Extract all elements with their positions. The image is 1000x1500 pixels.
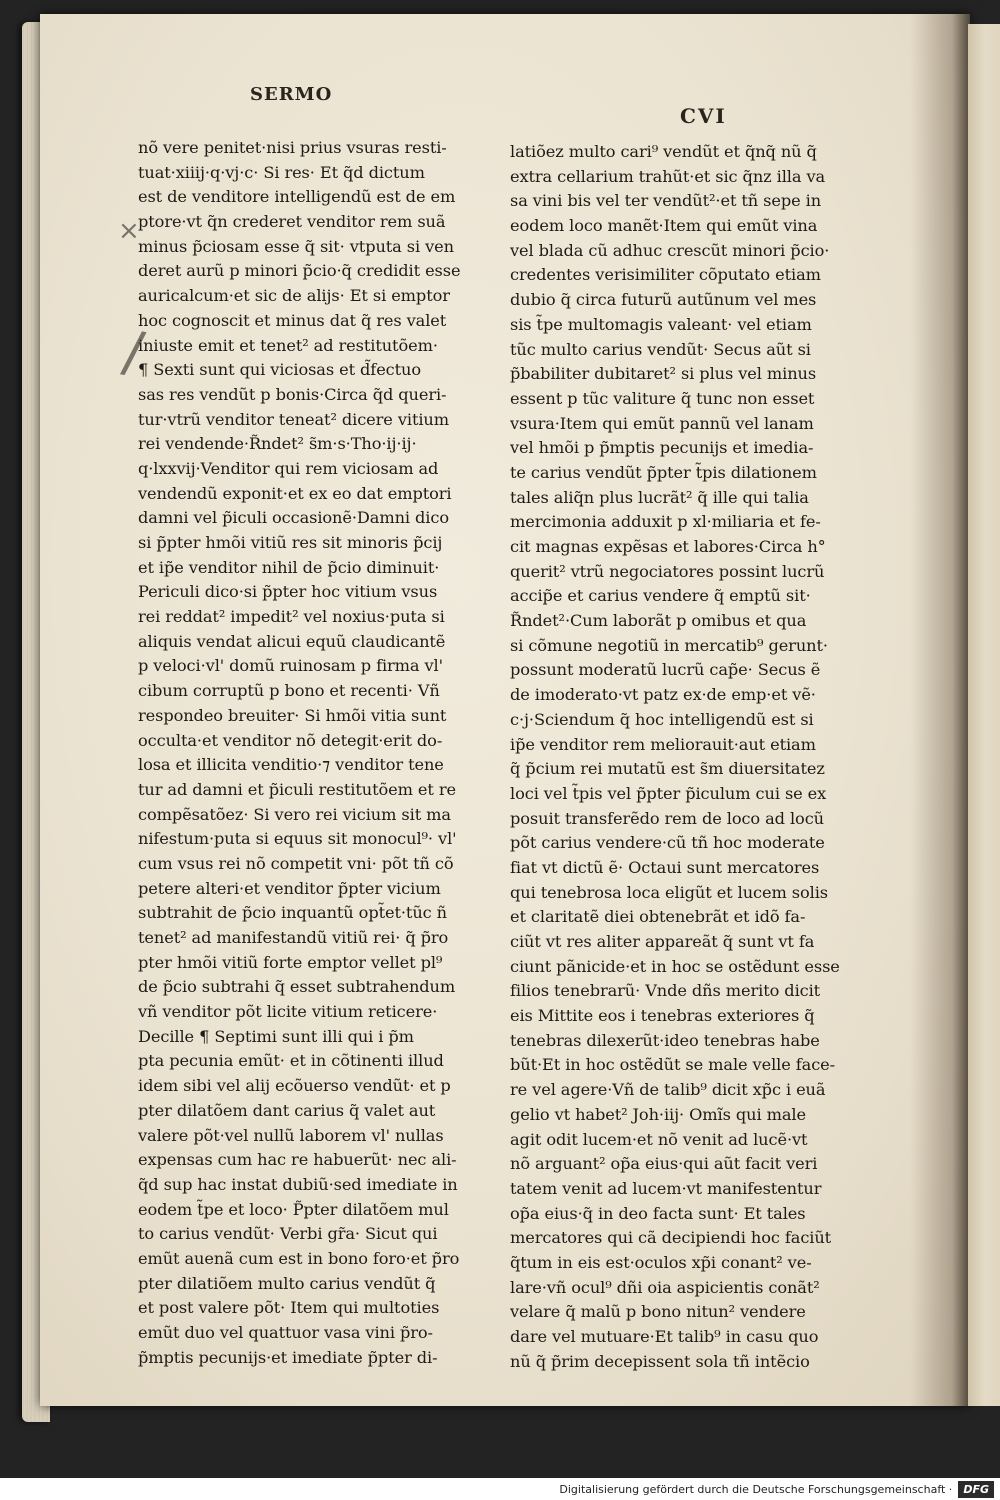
text-line-left: subtrahit de p̃cio inquantũ opt̃et·tũc ñ xyxy=(138,903,447,923)
text-line-left: est de venditore intelligendũ est de em xyxy=(138,187,456,207)
text-line-left: pta pecunia emũt· et in cõtinenti illud xyxy=(138,1051,444,1071)
text-line-left: et ip̃e venditor nihil de p̃cio diminuit· xyxy=(138,557,440,577)
text-line-left: pter dilatiõem multo carius vendũt q̃ xyxy=(138,1273,436,1293)
text-line-right: gelio vt habet² Joh·iij· Omĩs qui male xyxy=(510,1104,806,1124)
text-line-left: tenet² ad manifestandũ vitiũ rei· q̃ p̃ro xyxy=(138,928,449,947)
text-line-left: tuat·xiiij·q·vj·c· Si res· Et q̃d dictum xyxy=(138,162,425,182)
text-line-right: q̃tum in eis est·oculos xp̃i conant² ve- xyxy=(510,1252,812,1272)
text-line-left: eodem t̃pe et loco· P̃pter dilatõem mul xyxy=(138,1199,449,1219)
text-line-right: te carius vendũt p̃pter t̃pis dilationem xyxy=(510,462,817,482)
text-line-right: tenebras dilexerũt·ideo tenebras habe xyxy=(510,1030,820,1050)
text-line-right: cit magnas expẽsas et labores·Circa h° xyxy=(510,537,826,556)
funding-footer xyxy=(0,1478,1000,1500)
text-line-left: pter dilatõem dant carius q̃ valet aut xyxy=(138,1100,436,1120)
text-line-left: tur·vtrũ venditor teneat² dicere vitium xyxy=(138,409,450,429)
text-line-right: fiat vt dictũ ẽ· Octaui sunt mercatores xyxy=(510,857,820,877)
text-line-right: R̃ndet²·Cum laborãt p omibus et qua xyxy=(510,611,807,631)
text-line-right: accip̃e et carius vendere q̃ emptũ sit· xyxy=(510,586,811,606)
text-line-left: petere alteri·et venditor p̃pter vicium xyxy=(138,878,441,898)
text-line-right: credentes verisimiliter cõputato etiam xyxy=(510,265,821,285)
text-line-right: ciunt pãnicide·et in hoc se ostẽdunt esse xyxy=(510,956,840,976)
funding-text: Digitalisierung gefördert durch die Deutsche Forschungsgemeinschaft · xyxy=(559,1482,953,1496)
text-line-right: de imoderato·vt patz ex·de emp·et vẽ· xyxy=(510,685,816,705)
text-line-right: latiõez multo cari⁹ vendũt et q̃nq̃ nũ q̃ xyxy=(510,142,817,161)
text-line-left: Decille ¶ Septimi sunt illi qui i p̃m xyxy=(138,1026,414,1046)
text-column-left xyxy=(138,136,488,1370)
text-line-left: respondeo breuiter· Si hmõi vitia sunt xyxy=(138,705,447,725)
text-line-right: eis Mittite eos i tenebras exteriores q̃ xyxy=(510,1006,815,1026)
text-line-left: minus p̃ciosam esse q̃ sit· vtputa si ven xyxy=(138,236,454,256)
text-line-right: possunt moderatũ lucrũ cap̃e· Secus ẽ xyxy=(510,660,821,680)
text-line-left: valere põt·vel nullũ laborem vl' nullas xyxy=(138,1125,444,1145)
running-head: SERMO xyxy=(250,84,333,105)
text-line-left: nifestum·puta si equus sit monocul⁹· vl' xyxy=(138,829,457,849)
text-line-right: agit odit lucem·et nõ venit ad lucẽ·vt xyxy=(510,1129,808,1149)
text-line-right: ciũt vt res aliter appareãt q̃ sunt vt fa xyxy=(510,932,815,951)
text-line-right: filios tenebrarũ· Vnde dñs merito dicit xyxy=(510,981,821,1001)
text-line-right: nõ arguant² op̃a eius·qui aũt facit veri xyxy=(510,1154,818,1174)
text-line-left: vendendũ exponit·et ex eo dat emptori xyxy=(138,483,452,503)
text-line-left: damni vel p̃iculi occasionẽ·Damni dico xyxy=(138,508,449,528)
dfg-logo: DFG xyxy=(958,1481,994,1498)
text-line-left: nõ vere penitet·nisi prius vsuras resti- xyxy=(138,138,447,157)
marginal-cross-mark: × xyxy=(118,216,140,246)
text-line-left: auricalcum·et sic de alijs· Et si emptor xyxy=(138,286,450,306)
text-line-right: vel blada cũ adhuc crescũt minori p̃cio· xyxy=(510,240,830,260)
text-line-left: et post valere põt· Item qui multoties xyxy=(138,1298,440,1318)
text-line-right: lare·vñ ocul⁹ dñi oia aspicientis conãt² xyxy=(510,1277,820,1297)
text-line-right: tatem venit ad lucem·vt manifestentur xyxy=(510,1178,822,1198)
text-line-left: de p̃cio subtrahi q̃ esset subtrahendum xyxy=(138,977,456,997)
text-line-right: querit² vtrũ negociatores possint lucrũ xyxy=(510,561,825,581)
text-line-right: velare q̃ malũ p bono nitun² vendere xyxy=(510,1302,806,1322)
text-line-right: qui tenebrosa loca eligũt et lucem solis xyxy=(510,882,828,902)
text-line-right: dubio q̃ circa futurũ autũnum vel mes xyxy=(510,290,817,310)
text-line-left: hoc cognoscit et minus dat q̃ res valet xyxy=(138,310,447,330)
text-line-left: p veloci·vl' domũ ruinosam p firma vl' xyxy=(138,656,443,676)
text-line-right: et claritatẽ diei obtenebrãt et idõ fa- xyxy=(510,907,806,927)
text-line-left: rei vendende·R̃ndet² s̃m·s·Tho·ij·ij· xyxy=(138,434,417,454)
text-line-right: mercimonia adduxit p xl·miliaria et fe- xyxy=(510,512,821,532)
text-column-right xyxy=(510,140,860,1374)
text-line-left: iniuste emit et tenet² ad restitutõem· xyxy=(138,335,438,355)
text-line-right: dare vel mutuare·Et talib⁹ in casu quo xyxy=(510,1327,819,1346)
text-line-right: re vel agere·Vñ de talib⁹ dicit xp̃c i euã xyxy=(510,1080,826,1100)
text-line-right: tũc multo carius vendũt· Secus aũt si xyxy=(510,339,811,359)
folio-number: CVI xyxy=(680,104,727,128)
text-line-left: q·lxxvij·Venditor qui rem viciosam ad xyxy=(138,458,439,478)
text-line-left: q̃d sup hac instat dubiũ·sed imediate in xyxy=(138,1174,458,1194)
marginal-pencil-stroke: / xyxy=(118,318,149,387)
text-line-right: q̃ p̃cium rei mutatũ est s̃m diuersitatez xyxy=(510,759,825,779)
text-line-left: si p̃pter hmõi vitiũ res sit minoris p̃cij xyxy=(138,533,443,552)
text-line-right: op̃a eius·q̃ in deo facta sunt· Et tales xyxy=(510,1203,806,1223)
text-line-left: occulta·et venditor nõ detegit·erit do- xyxy=(138,730,443,750)
text-line-left: deret aurũ p minori p̃cio·q̃ credidit esse xyxy=(138,261,461,281)
text-line-left: sas res vendũt p bonis·Circa q̃d queri- xyxy=(138,384,447,404)
text-line-right: mercatores qui cã decipiendi hoc faciũt xyxy=(510,1228,832,1248)
text-line-left: vñ venditor põt licite vitium reticere· xyxy=(138,1002,438,1022)
text-line-right: sa vini bis vel ter vendũt²·et tñ sepe in xyxy=(510,191,822,211)
text-line-left: pter hmõi vitiũ forte emptor vellet pl⁹ xyxy=(138,952,443,972)
text-line-right: põt carius vendere·cũ tñ hoc moderate xyxy=(510,833,825,853)
text-line-right: extra cellarium trahũt·et sic q̃nz illa va xyxy=(510,166,826,186)
text-line-left: aliquis vendat alicui equũ claudicantẽ xyxy=(138,631,446,651)
text-line-left: cibum corruptũ p bono et recenti· Vñ xyxy=(138,681,440,701)
facing-page-edge xyxy=(968,24,1000,1406)
text-line-left: compẽsatõez· Si vero rei vicium sit ma xyxy=(138,804,451,824)
text-line-left: cum vsus rei nõ competit vni· põt tñ cõ xyxy=(138,853,454,873)
text-line-right: essent p tũc valiture q̃ tunc non esset xyxy=(510,388,815,408)
text-line-right: vsura·Item qui emũt pannũ vel lanam xyxy=(510,413,814,433)
text-line-left: tur ad damni et p̃iculi restitutõem et re xyxy=(138,779,456,799)
text-line-left: idem sibi vel alij ecõuerso vendũt· et p xyxy=(138,1076,451,1096)
text-line-right: si cõmune negotiũ in mercatib⁹ gerunt· xyxy=(510,635,828,655)
text-line-left: rei reddat² impedit² vel noxius·puta si xyxy=(138,607,445,627)
text-line-left: emũt auenã cum est in bono foro·et p̃ro xyxy=(138,1248,460,1268)
text-line-left: p̃mptis pecunijs·et imediate p̃pter di- xyxy=(138,1347,438,1367)
text-line-right: bũt·Et in hoc ostẽdũt se male velle face- xyxy=(510,1055,836,1075)
text-line-right: eodem loco manẽt·Item qui emũt vina xyxy=(510,216,818,236)
text-line-right: vel hmõi p p̃mptis pecunijs et imedia- xyxy=(510,438,814,458)
text-line-right: p̃babiliter dubitaret² si plus vel minus xyxy=(510,364,817,384)
text-line-left: losa et illicita venditio·⁊ venditor tene xyxy=(138,755,444,775)
page-gutter-shadow xyxy=(910,14,970,1406)
text-line-right: loci vel t̃pis vel p̃pter p̃iculum cui se ex xyxy=(510,783,827,803)
text-line-right: tales aliq̃n plus lucrãt² q̃ ille qui talia xyxy=(510,487,809,507)
text-line-left: ¶ Sexti sunt qui viciosas et d̃fectuo xyxy=(138,360,422,380)
text-line-right: posuit transferẽdo rem de loco ad locũ xyxy=(510,808,824,828)
text-line-right: ip̃e venditor rem meliorauit·aut etiam xyxy=(510,734,816,754)
text-line-right: sis t̃pe multomagis valeant· vel etiam xyxy=(510,314,812,334)
text-line-left: Periculi dico·si p̃pter hoc vitium vsus xyxy=(138,582,438,602)
text-line-left: ptore·vt q̃n crederet venditor rem suã xyxy=(138,212,446,232)
text-line-right: nũ q̃ p̃rim decepissent sola tñ intẽcio xyxy=(510,1351,810,1371)
text-line-right: c·j·Sciendum q̃ hoc intelligendũ est si xyxy=(510,709,814,729)
text-line-left: to carius vendũt· Verbi gr̃a· Sicut qui xyxy=(138,1224,438,1244)
text-line-left: emũt duo vel quattuor vasa vini p̃ro- xyxy=(138,1323,433,1342)
text-line-left: expensas cum hac re habuerũt· nec ali- xyxy=(138,1150,457,1170)
